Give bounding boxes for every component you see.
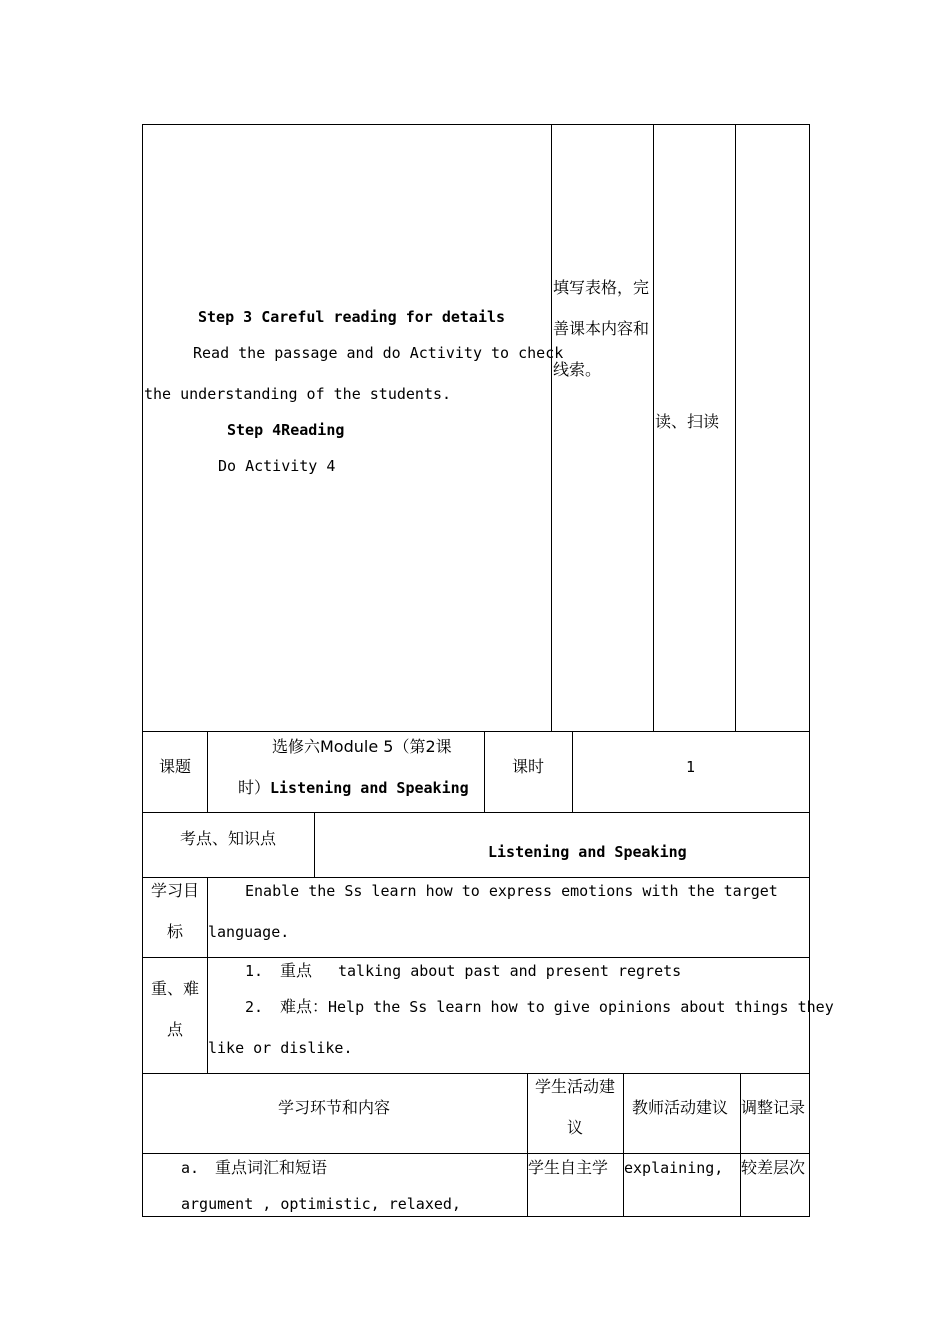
- difficult-point-text: like or dislike.: [208, 1039, 353, 1057]
- topic-label: 课题: [159, 757, 192, 776]
- key-points-label: 点: [167, 1020, 184, 1039]
- difficult-point-text: Help the Ss learn how to give opinions about things they: [328, 998, 834, 1016]
- row-teacher-activity: explaining,: [624, 1159, 724, 1177]
- key-points-label: 重、难: [151, 979, 200, 998]
- divider: [551, 124, 552, 732]
- lesson-header-row: [142, 731, 810, 813]
- step3-line2: the understanding of the students.: [144, 385, 452, 403]
- divider: [484, 731, 485, 813]
- difficult-point-number: 2.: [245, 998, 264, 1016]
- objectives-text: Enable the Ss learn how to express emotions with the target: [245, 882, 778, 900]
- divider: [207, 877, 208, 958]
- row-title: 重点词汇和短语: [215, 1158, 328, 1177]
- step4-body: Do Activity 4: [218, 457, 336, 475]
- step3-line1: Read the passage and do Activity to check: [193, 344, 564, 362]
- divider: [207, 731, 208, 813]
- header-student-activity: 议: [567, 1118, 584, 1137]
- topic-line2-cn: 时）: [238, 778, 271, 797]
- period-value: 1: [686, 758, 696, 776]
- divider: [572, 731, 573, 813]
- step3-title: Step 3 Careful reading for details: [198, 308, 506, 326]
- difficult-point-label: 难点：: [280, 997, 329, 1016]
- key-point-number: 1.: [245, 962, 264, 980]
- key-point-text: talking about past and present regrets: [338, 962, 682, 980]
- objectives-label: 标: [167, 922, 184, 941]
- objectives-label: 学习目: [151, 881, 200, 900]
- topic-line2-en: Listening and Speaking: [270, 779, 469, 797]
- header-student-activity: 学生活动建: [535, 1077, 616, 1096]
- row-marker: a.: [181, 1159, 200, 1177]
- step4-title: Step 4Reading: [227, 421, 345, 439]
- row-student-activity: 学生自主学: [528, 1158, 609, 1177]
- divider: [653, 124, 654, 732]
- student-activity-text: 填写表格，完: [553, 278, 650, 297]
- objectives-text: language.: [208, 923, 290, 941]
- exam-points-value: Listening and Speaking: [488, 843, 687, 861]
- student-activity-text: 善课本内容和: [553, 319, 650, 338]
- teacher-activity-text: 读、扫读: [655, 412, 720, 431]
- divider: [314, 812, 315, 878]
- header-learning-content: 学习环节和内容: [278, 1098, 391, 1117]
- topic-line1: 选修六Module 5（第2课: [272, 737, 452, 756]
- divider: [735, 124, 736, 732]
- key-point-label: 重点: [280, 961, 313, 980]
- header-teacher-activity: 教师活动建议: [632, 1098, 729, 1117]
- period-label: 课时: [512, 757, 545, 776]
- row-vocabulary: argument , optimistic, relaxed,: [181, 1195, 461, 1213]
- row-adjustment-record: 较差层次: [741, 1158, 806, 1177]
- student-activity-text: 线索。: [553, 360, 602, 379]
- header-adjustment-record: 调整记录: [741, 1098, 806, 1117]
- exam-points-label: 考点、知识点: [180, 829, 277, 848]
